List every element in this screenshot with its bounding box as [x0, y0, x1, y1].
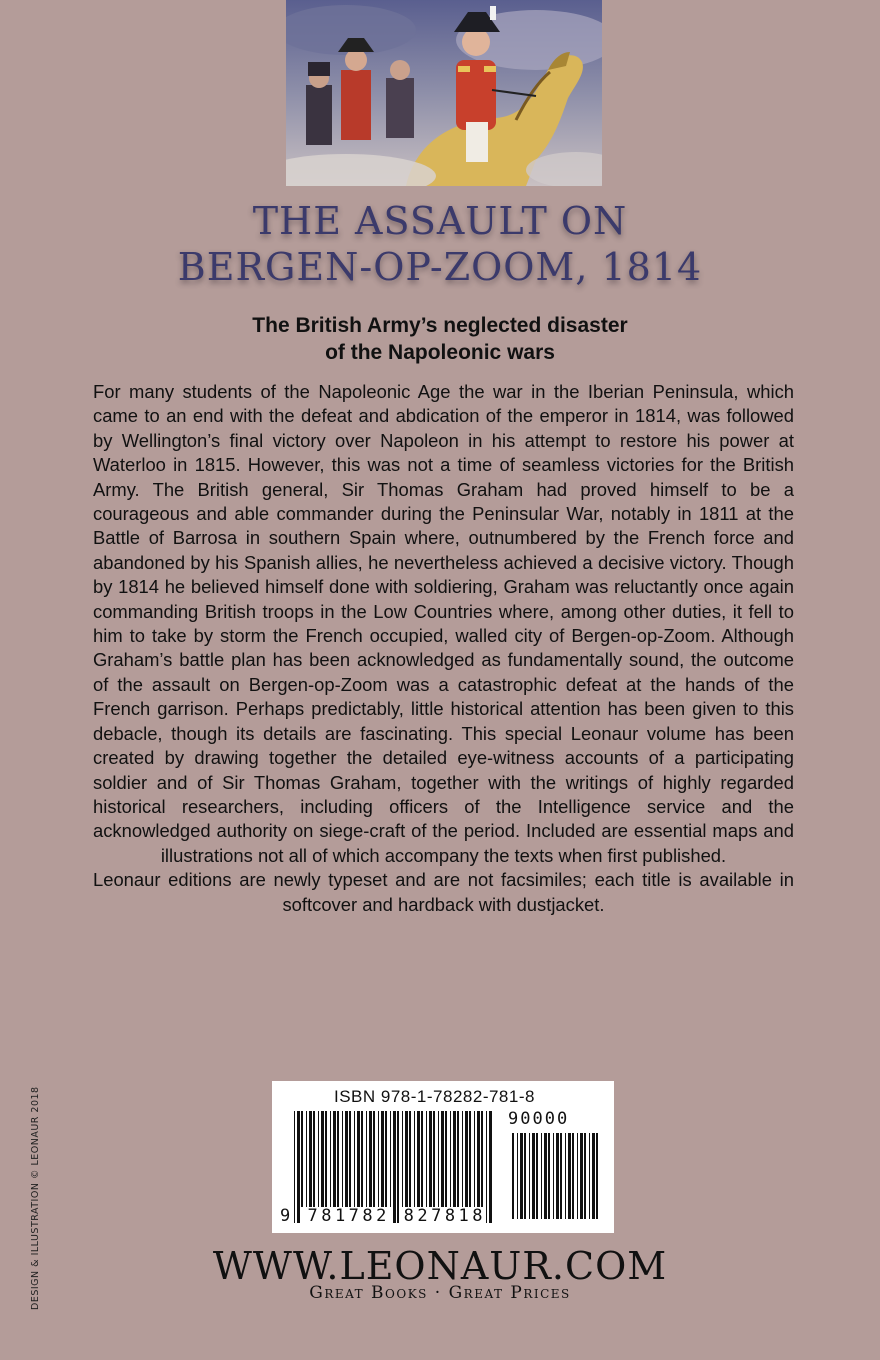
addon-barcode-bars [512, 1133, 604, 1225]
design-credit: DESIGN & ILLUSTRATION © LEONAUR 2018 [30, 1086, 41, 1310]
book-title-line-2: BERGEN-OP-ZOOM, 1814 [177, 245, 703, 289]
publisher-tagline: Great Books · Great Prices [309, 1283, 571, 1303]
barcode-digits: 9 781782 827818 [280, 1206, 487, 1226]
publisher-website: WWW.LEONAUR.COM [212, 1244, 668, 1288]
price-code: 90000 [508, 1109, 570, 1129]
subtitle-line-2: of the Napoleonic wars [325, 341, 555, 364]
book-title-line-1: THE ASSAULT ON [252, 199, 628, 243]
isbn-barcode [272, 1081, 614, 1233]
book-blurb [93, 380, 794, 917]
cover-illustration [286, 0, 602, 186]
subtitle-line-1: The British Army’s neglected disaster [252, 314, 628, 337]
edition-note: Leonaur editions are newly typeset and are not facsimiles; each title is available in softcover and hardback with dustjacket. [93, 869, 794, 915]
book-subtitle [0, 312, 880, 366]
isbn-label: ISBN 978-1-78282-781-8 [334, 1087, 535, 1106]
blurb-paragraph: For many students of the Napoleonic Age the war in the Iberian Peninsula, which came to an end with the defeat and abdication of the emperor in 1814, was followed by Wellington’s final victory over Napoleon in his attempt to restore his power at Waterloo in 1815. However, this was not a time of seamless victories for the British Army. The British general, Sir Thomas Graham had proved himself to be a courageous and able commander during the Peninsular War, notably in 1811 at the Battle of Barrosa in southern Spain where, outnumbered by the French force and abandoned by his Spanish allies, he nevertheless achieved a decisive victory. Though by 1814 he believed himself done with soldiering, Graham was reluctantly once again commanding British troops in the Low Countries where, among other duties, it fell to him to take by storm the French occupied, walled city of Bergen-op-Zoom. Although Graham’s battle plan has been acknowledged as fundamentally sound, the outcome of the assault on Bergen-op-Zoom was a catastrophic defeat at the hands of the French garrison. Perhaps predictably, little historical attention has been given to this debacle, though its details are fascinating. This special Leonaur volume has been created by drawing together the detailed eye-witness accounts of a participating soldier and of Sir Thomas Graham, together with the writings of highly regarded historical researchers, including officers of the Intelligence service and the acknowledged authority on siege-craft of the period. Included are essential maps and illustrations not all of which accompany the texts when first published. [93, 381, 794, 866]
book-title [0, 198, 880, 290]
